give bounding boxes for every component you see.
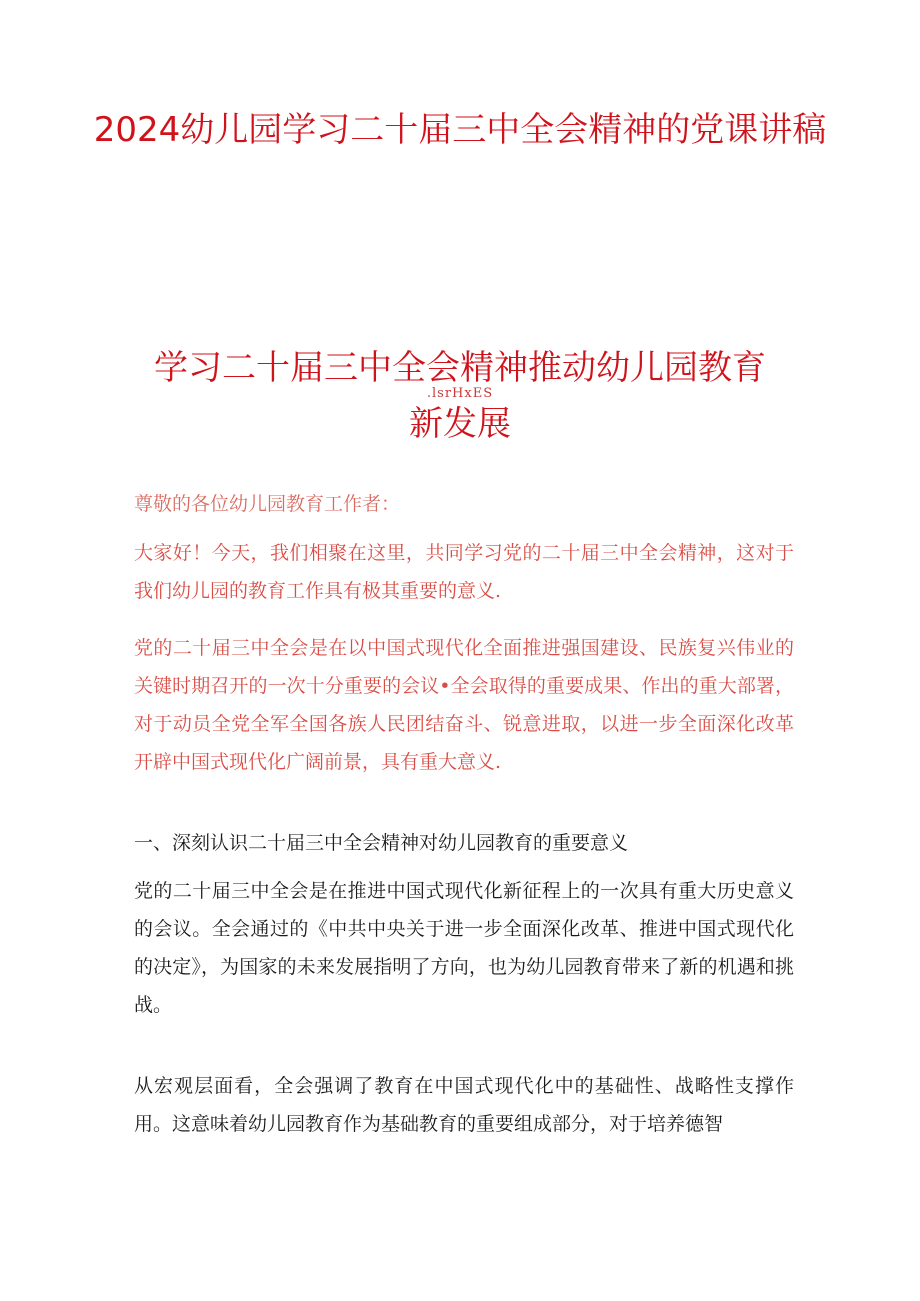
speech-title-line2: 新发展	[409, 404, 511, 444]
paragraph-macro-level: 从宏观层面看，全会强调了教育在中国式现代化中的基础性、战略性支撑作用。这意味着幼儿园教育作为基础教育的重要组成部分，对于培养德智	[134, 1075, 794, 1135]
salutation: 尊敬的各位幼儿园教育工作者：	[134, 493, 401, 515]
paragraph-plenum-significance: 党的二十届三中全会是在以中国式现代化全面推进强国建设、民族复兴伟业的关键时期召开的一次十分重要的会议•全会取得的重要成果、作出的重大部署，对于动员全党全军全国各族人民团结奋斗、锐意进取，以进一步全面深化改革开辟中国式现代化广阔前景，具有重大意义.	[134, 637, 794, 773]
document-title: 2024幼儿园学习二十届三中全会精神的党课讲稿	[93, 110, 827, 150]
speech-title-line1: 学习二十届三中全会精神推动幼儿园教育	[154, 348, 766, 388]
section-heading-1: 一、深刻认识二十届三中全会精神对幼儿园教育的重要意义	[134, 832, 629, 854]
paragraph-historic-meeting: 党的二十届三中全会是在推进中国式现代化新征程上的一次具有重大历史意义的会议。全会通过的《中共中央关于进一步全面深化改革、推进中国式现代化的决定》，为国家的未来发展指明了方向，也为幼儿园教育带来了新的机遇和挑战。	[134, 880, 794, 1016]
paragraph-greeting: 大家好！今天，我们相聚在这里，共同学习党的二十届三中全会精神，这对于我们幼儿园的教育工作具有极其重要的意义.	[134, 542, 794, 602]
overlay-stamp-text: .lsrHxES	[426, 386, 494, 401]
